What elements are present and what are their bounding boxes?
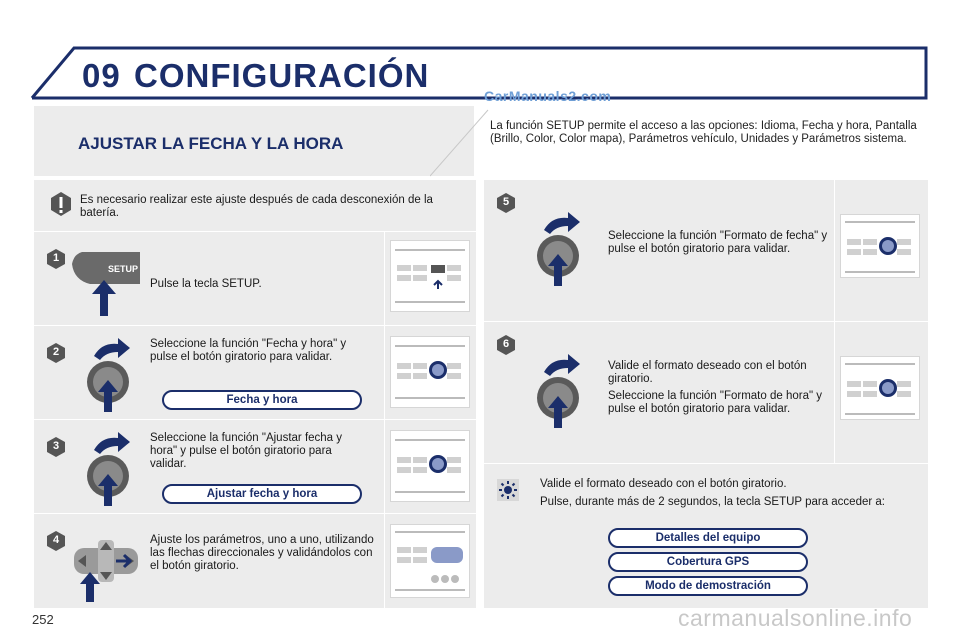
step-6-text-2: Seleccione la función "Formato de hora" y pulse el botón giratorio para validar. xyxy=(608,390,823,415)
page-number: 252 xyxy=(32,612,54,627)
step-4-row xyxy=(34,514,476,608)
chapter-header xyxy=(30,44,928,100)
step-5-badge: 5 xyxy=(496,192,516,214)
header-diagonal xyxy=(430,106,490,178)
step-6-text-1: Valide el formato deseado con el botón giratorio. xyxy=(608,360,807,385)
step-3-row xyxy=(34,420,476,514)
warning-row xyxy=(34,180,476,232)
chapter-title: CONFIGURACIÓN xyxy=(134,57,430,94)
step-6-row xyxy=(484,322,928,464)
step-1-badge: 1 xyxy=(46,248,66,270)
step-3-screen-thumbnail xyxy=(390,430,470,502)
step-4-text: Ajuste los parámetros, uno a uno, utilizando las flechas direccionales y validándolos con el botón giratorio. xyxy=(150,534,374,572)
option-fecha-y-hora: Fecha y hora xyxy=(162,390,362,410)
rotary-knob-icon xyxy=(536,350,586,430)
step-2-screen-thumbnail xyxy=(390,336,470,408)
tip-text-2: Pulse, durante más de 2 segundos, la tecla SETUP para acceder a: xyxy=(540,496,885,508)
warning-text: Es necesario realizar este ajuste después de cada desconexión de la batería. xyxy=(80,194,433,219)
rotary-knob-icon xyxy=(86,428,136,508)
step-4-badge: 4 xyxy=(46,530,66,552)
step-2-text: Seleccione la función "Fecha y hora" y pulse el botón giratorio para validar. xyxy=(150,338,347,363)
rotary-knob-icon xyxy=(536,208,586,288)
right-steps-panel xyxy=(484,180,928,608)
sun-icon xyxy=(496,478,520,502)
section-header xyxy=(34,106,474,176)
svg-text:SETUP: SETUP xyxy=(108,264,139,274)
option-detalles-del-equipo: Detalles del equipo xyxy=(608,528,808,548)
tip-row xyxy=(484,464,928,608)
step-6-badge: 6 xyxy=(496,334,516,356)
step-4-screen-thumbnail xyxy=(390,524,470,598)
watermark-bottom: carmanualsonline.info xyxy=(678,605,913,631)
step-1-screen-thumbnail xyxy=(390,240,470,312)
intro-text: La función SETUP permite el acceso a las opciones: Idioma, Fecha y hora, Pantalla (Brillo, Color, Color mapa), Parámetros vehículo, Unidades y Parámetros sistema. xyxy=(490,120,917,145)
step-1-text: Pulse la tecla SETUP. xyxy=(150,278,262,290)
option-modo-de-demostracion: Modo de demostración xyxy=(608,576,808,596)
chapter-number: 09 xyxy=(82,57,121,94)
left-steps-panel xyxy=(34,180,476,608)
step-5-screen-thumbnail xyxy=(840,214,920,278)
step-2-row xyxy=(34,326,476,420)
option-cobertura-gps: Cobertura GPS xyxy=(608,552,808,572)
rotary-knob-icon xyxy=(86,334,136,414)
step-1-row xyxy=(34,232,476,326)
step-5-row xyxy=(484,180,928,322)
tip-text-1: Valide el formato deseado con el botón giratorio. xyxy=(540,478,787,490)
step-5-text: Seleccione la función "Formato de fecha" y pulse el botón giratorio para validar. xyxy=(608,230,828,255)
watermark-top: CarManuals2.com xyxy=(484,88,612,104)
direction-pad-icon xyxy=(70,538,142,604)
step-3-badge: 3 xyxy=(46,436,66,458)
option-ajustar-fecha-y-hora: Ajustar fecha y hora xyxy=(162,484,362,504)
step-2-badge: 2 xyxy=(46,342,66,364)
step-6-screen-thumbnail xyxy=(840,356,920,420)
setup-key-icon xyxy=(70,250,146,318)
section-title: AJUSTAR LA FECHA Y LA HORA xyxy=(78,134,344,153)
exclamation-icon xyxy=(49,190,73,218)
step-3-text: Seleccione la función "Ajustar fecha y hora" y pulse el botón giratorio para validar. xyxy=(150,432,343,470)
